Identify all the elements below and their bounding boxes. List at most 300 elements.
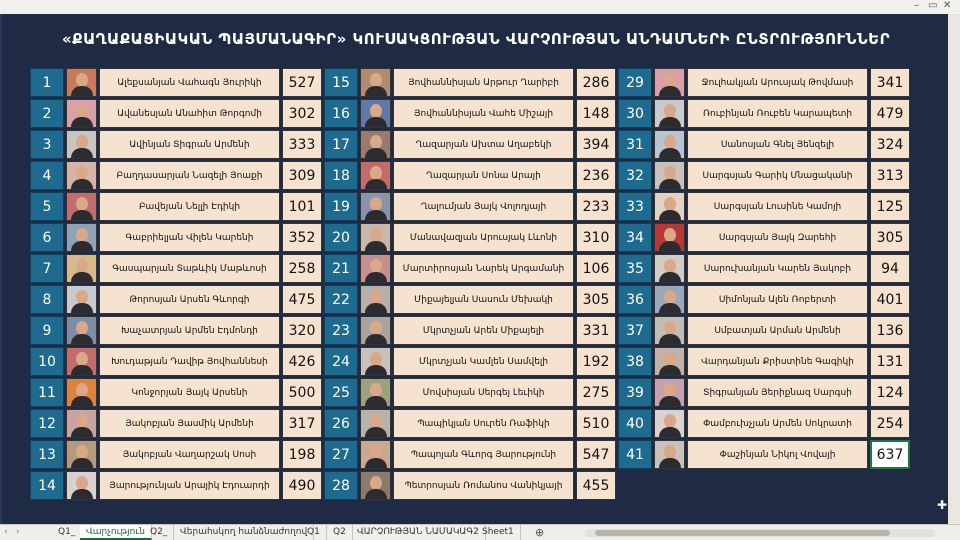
candidate-row (618, 160, 912, 191)
candidate-number-cell[interactable]: 34 (618, 223, 652, 252)
candidate-row (30, 129, 324, 160)
candidate-number-cell[interactable]: 30 (618, 99, 652, 128)
candidate-votes-cell[interactable]: 547 (576, 440, 616, 469)
candidate-photo (654, 192, 685, 221)
candidate-name-cell[interactable]: Սարուխանյան Կարեն Յակոբի (687, 254, 868, 283)
restore-icon[interactable]: ▭ (928, 0, 938, 11)
candidate-votes-cell[interactable]: 331 (576, 316, 616, 345)
add-sheet-icon[interactable]: ⊕ (535, 526, 545, 539)
person-body-icon (659, 117, 681, 128)
candidate-photo (66, 347, 97, 376)
candidate-photo (654, 378, 685, 407)
candidate-number-cell[interactable]: 5 (30, 192, 64, 221)
candidate-photo (360, 471, 391, 500)
candidate-number-cell[interactable]: 37 (618, 316, 652, 345)
candidates-column-1 (30, 67, 324, 501)
candidate-votes-cell[interactable]: 192 (576, 347, 616, 376)
person-body-icon (659, 458, 681, 469)
person-head-icon (664, 259, 676, 273)
candidate-votes-cell[interactable]: 233 (576, 192, 616, 221)
person-body-icon (659, 148, 681, 159)
person-body-icon (365, 458, 387, 469)
vertical-scrollbar[interactable] (948, 14, 960, 524)
person-body-icon (659, 365, 681, 376)
candidate-row (30, 284, 324, 315)
candidate-name-cell[interactable]: Սարգսյան Լուսինե Կամոյի (687, 192, 868, 221)
person-head-icon (370, 476, 382, 490)
candidate-photo (654, 316, 685, 345)
candidate-photo (66, 68, 97, 97)
candidate-number-cell[interactable]: 35 (618, 254, 652, 283)
sheet-tab[interactable]: Q1 (301, 525, 327, 540)
sheet-tab-bar (0, 524, 960, 540)
candidate-row (324, 129, 618, 160)
candidate-name-cell[interactable]: Մովսիսյան Սերգեյ Լեւիկի (393, 378, 574, 407)
candidate-photo (360, 316, 391, 345)
candidate-number-cell[interactable]: 21 (324, 254, 358, 283)
person-body-icon (71, 210, 93, 221)
person-body-icon (71, 365, 93, 376)
candidate-row (618, 439, 912, 470)
person-head-icon (370, 259, 382, 273)
candidate-photo (66, 223, 97, 252)
candidate-name-cell[interactable]: Փաշինյան Նիկոլ Վովայի (687, 440, 868, 469)
sheet-tab[interactable]: Q2_ (144, 525, 174, 540)
candidate-row (618, 67, 912, 98)
candidate-votes-cell[interactable]: 479 (870, 99, 910, 128)
candidates-column-3 (618, 67, 912, 470)
candidate-number-cell[interactable]: 41 (618, 440, 652, 469)
candidate-row (618, 222, 912, 253)
person-body-icon (71, 458, 93, 469)
candidate-photo (654, 440, 685, 469)
candidate-votes-cell[interactable]: 101 (282, 192, 322, 221)
person-head-icon (370, 445, 382, 459)
candidate-votes-cell[interactable]: 401 (870, 285, 910, 314)
person-body-icon (659, 86, 681, 97)
candidate-row (618, 253, 912, 284)
candidate-name-cell[interactable]: Սարգսյան Գարիկ Մնացականի (687, 161, 868, 190)
candidate-number-cell[interactable]: 4 (30, 161, 64, 190)
candidate-votes-cell[interactable]: 324 (870, 130, 910, 159)
candidate-photo (360, 130, 391, 159)
person-head-icon (76, 321, 88, 335)
candidate-photo (360, 99, 391, 128)
candidate-number-cell[interactable]: 31 (618, 130, 652, 159)
candidate-name-cell[interactable]: Կոնջորյան Յայկ Արսենի (99, 378, 280, 407)
person-head-icon (370, 290, 382, 304)
candidate-photo (66, 130, 97, 159)
candidate-name-cell[interactable]: Ալեքսանյան Վահագն Յուրիկի (99, 68, 280, 97)
candidate-name-cell[interactable]: Բավեյան Նելլի Էդիկի (99, 192, 280, 221)
candidate-name-cell[interactable]: Ավանեսյան Անահիտ Թորգոմի (99, 99, 280, 128)
candidate-name-cell[interactable]: Պապիկյան Սուրեն Ռաֆիկի (393, 409, 574, 438)
candidate-name-cell[interactable]: Խուդաթյան Դավիթ Յովհաննեսի (99, 347, 280, 376)
person-body-icon (365, 179, 387, 190)
candidate-votes-cell[interactable]: 305 (870, 223, 910, 252)
person-body-icon (659, 210, 681, 221)
candidate-name-cell[interactable]: Գասպարյան Տաթևիկ Մաթևոսի (99, 254, 280, 283)
candidate-photo (654, 254, 685, 283)
candidate-photo (66, 99, 97, 128)
candidate-number-cell[interactable]: 20 (324, 223, 358, 252)
candidate-name-cell[interactable]: Մկրտչյան Կամլեն Սամվելի (393, 347, 574, 376)
candidate-votes-cell[interactable]: 475 (282, 285, 322, 314)
candidate-row (324, 67, 618, 98)
candidate-name-cell[interactable]: Պետրոսյան Ռոմանոս Վանիկյայի (393, 471, 574, 500)
candidate-number-cell[interactable]: 9 (30, 316, 64, 345)
spreadsheet-canvas[interactable] (0, 14, 948, 524)
candidate-photo (66, 471, 97, 500)
person-body-icon (365, 272, 387, 283)
person-body-icon (365, 427, 387, 438)
candidate-photo (66, 285, 97, 314)
candidate-name-cell[interactable]: Յովհաննիսյան Արթուր Ղարիբի (393, 68, 574, 97)
candidate-name-cell[interactable]: Յակոբյան Յասմիկ Արմենի (99, 409, 280, 438)
candidate-row (324, 222, 618, 253)
candidate-row (324, 346, 618, 377)
candidate-votes-cell[interactable]: 352 (282, 223, 322, 252)
person-body-icon (365, 117, 387, 128)
candidate-votes-cell[interactable]: 254 (870, 409, 910, 438)
candidate-votes-cell[interactable]: 309 (282, 161, 322, 190)
person-head-icon (76, 228, 88, 242)
candidate-votes-cell[interactable]: 198 (282, 440, 322, 469)
candidate-number-cell[interactable]: 18 (324, 161, 358, 190)
person-head-icon (76, 383, 88, 397)
person-body-icon (71, 117, 93, 128)
candidate-votes-cell[interactable]: 527 (282, 68, 322, 97)
candidate-number-cell[interactable]: 39 (618, 378, 652, 407)
candidate-row (30, 315, 324, 346)
candidate-row (324, 160, 618, 191)
candidate-number-cell[interactable]: 25 (324, 378, 358, 407)
candidate-votes-cell[interactable]: 426 (282, 347, 322, 376)
candidate-number-cell[interactable]: 24 (324, 347, 358, 376)
person-body-icon (71, 489, 93, 500)
candidate-number-cell[interactable]: 11 (30, 378, 64, 407)
candidate-row (30, 160, 324, 191)
person-body-icon (659, 303, 681, 314)
person-body-icon (365, 303, 387, 314)
candidate-votes-cell[interactable]: 490 (282, 471, 322, 500)
candidate-votes-cell[interactable]: 124 (870, 378, 910, 407)
candidate-photo (360, 440, 391, 469)
candidate-number-cell[interactable]: 22 (324, 285, 358, 314)
person-head-icon (76, 445, 88, 459)
candidate-name-cell[interactable]: Մարտիրոսյան Նարեկ Արգամանի (393, 254, 574, 283)
candidate-number-cell[interactable]: 16 (324, 99, 358, 128)
person-body-icon (365, 396, 387, 407)
candidate-number-cell[interactable]: 17 (324, 130, 358, 159)
candidate-row (618, 284, 912, 315)
candidate-name-cell[interactable]: Ղազարյան Ախտա Աղաբեկի (393, 130, 574, 159)
candidate-votes-cell[interactable]: 148 (576, 99, 616, 128)
candidate-row (324, 191, 618, 222)
candidate-number-cell[interactable]: 29 (618, 68, 652, 97)
candidate-row (618, 191, 912, 222)
candidate-number-cell[interactable]: 19 (324, 192, 358, 221)
candidate-votes-cell[interactable]: 106 (576, 254, 616, 283)
person-head-icon (664, 135, 676, 149)
person-body-icon (659, 427, 681, 438)
person-head-icon (76, 166, 88, 180)
candidate-row (618, 315, 912, 346)
person-body-icon (659, 272, 681, 283)
person-head-icon (664, 73, 676, 87)
person-body-icon (365, 365, 387, 376)
person-head-icon (664, 228, 676, 242)
selected-votes-cell[interactable]: 637 (870, 440, 910, 469)
candidate-number-cell[interactable]: 36 (618, 285, 652, 314)
candidate-photo (654, 347, 685, 376)
candidate-photo (360, 68, 391, 97)
person-head-icon (370, 166, 382, 180)
candidate-votes-cell[interactable]: 136 (870, 316, 910, 345)
person-head-icon (664, 197, 676, 211)
candidate-number-cell[interactable]: 38 (618, 347, 652, 376)
minimize-icon[interactable]: – (914, 0, 919, 11)
candidate-number-cell[interactable]: 7 (30, 254, 64, 283)
person-head-icon (76, 476, 88, 490)
window-title-bar (0, 0, 960, 14)
candidate-row (324, 408, 618, 439)
candidate-name-cell[interactable]: Գաբրիելյան Վիլեն Կարենի (99, 223, 280, 252)
candidate-name-cell[interactable]: Վարդանյան Քրիստինե Գագիկի (687, 347, 868, 376)
candidate-name-cell[interactable]: Ավինյան Տիգրան Արմենի (99, 130, 280, 159)
candidate-votes-cell[interactable]: 94 (870, 254, 910, 283)
person-body-icon (659, 396, 681, 407)
person-head-icon (664, 445, 676, 459)
candidate-row (30, 222, 324, 253)
candidate-row (30, 377, 324, 408)
candidate-number-cell[interactable]: 33 (618, 192, 652, 221)
candidate-row (30, 346, 324, 377)
candidate-number-cell[interactable]: 13 (30, 440, 64, 469)
candidate-photo (360, 192, 391, 221)
candidate-votes-cell[interactable]: 310 (576, 223, 616, 252)
candidate-row (324, 253, 618, 284)
person-body-icon (365, 489, 387, 500)
candidate-photo (66, 161, 97, 190)
candidate-row (618, 346, 912, 377)
person-body-icon (365, 334, 387, 345)
sheet-tab[interactable]: ՎԱՐՉՈՒԹՅԱՆ ՆԱՄԱԿԱԳ2 (351, 525, 486, 540)
candidate-number-cell[interactable]: 10 (30, 347, 64, 376)
sheet-tab[interactable]: Sheet1 (476, 525, 521, 540)
person-head-icon (76, 352, 88, 366)
candidate-number-cell[interactable]: 27 (324, 440, 358, 469)
candidate-name-cell[interactable]: Տիգրանյան Յերիքնազ Սարգսի (687, 378, 868, 407)
candidate-name-cell[interactable]: Սմբատյան Արման Արմենի (687, 316, 868, 345)
person-head-icon (370, 414, 382, 428)
person-head-icon (76, 197, 88, 211)
candidate-name-cell[interactable]: Խաչատրյան Արմեն Էդմոնդի (99, 316, 280, 345)
person-head-icon (664, 352, 676, 366)
candidate-row (324, 315, 618, 346)
candidate-votes-cell[interactable]: 275 (576, 378, 616, 407)
candidate-name-cell[interactable]: Մկրտչյան Արեն Միքայելի (393, 316, 574, 345)
candidate-number-cell[interactable]: 8 (30, 285, 64, 314)
person-head-icon (370, 228, 382, 242)
person-head-icon (370, 383, 382, 397)
candidate-number-cell[interactable]: 2 (30, 99, 64, 128)
person-head-icon (370, 197, 382, 211)
candidate-name-cell[interactable]: Սիմոնյան Ալեն Ռոբերտի (687, 285, 868, 314)
candidate-row (30, 191, 324, 222)
person-body-icon (659, 334, 681, 345)
candidate-row (324, 470, 618, 501)
candidate-name-cell[interactable]: Սարգսյան Յայկ Զարեհի (687, 223, 868, 252)
candidate-row (618, 98, 912, 129)
candidate-photo (654, 68, 685, 97)
candidate-photo (66, 378, 97, 407)
candidate-row (30, 253, 324, 284)
candidate-name-cell[interactable]: Յակոբյան Վաղարշակ Սոսի (99, 440, 280, 469)
candidate-photo (654, 99, 685, 128)
candidate-row (30, 439, 324, 470)
candidate-photo (66, 192, 97, 221)
candidate-photo (360, 161, 391, 190)
person-head-icon (370, 73, 382, 87)
candidate-votes-cell[interactable]: 500 (282, 378, 322, 407)
candidate-photo (360, 409, 391, 438)
candidate-name-cell[interactable]: Յովհաննիսյան Վահե Միշայի (393, 99, 574, 128)
candidate-name-cell[interactable]: Մանավազյան Արուսյակ Լևոնի (393, 223, 574, 252)
candidate-photo (654, 161, 685, 190)
candidate-votes-cell[interactable]: 313 (870, 161, 910, 190)
candidate-name-cell[interactable]: Ջուլհակյան Արուսյակ Թովմասի (687, 68, 868, 97)
sheet-tab[interactable]: Վերահսկող հանձնաժողով (174, 525, 314, 540)
candidate-number-cell[interactable]: 1 (30, 68, 64, 97)
person-body-icon (659, 179, 681, 190)
candidate-row (30, 408, 324, 439)
tab-scroll-right-icon[interactable]: › (16, 527, 20, 537)
person-head-icon (664, 166, 676, 180)
person-head-icon (76, 259, 88, 273)
horizontal-scrollbar[interactable] (585, 529, 935, 537)
candidate-votes-cell[interactable]: 131 (870, 347, 910, 376)
candidate-row (324, 377, 618, 408)
candidate-row (324, 284, 618, 315)
candidate-name-cell[interactable]: Ղազարյան Սոնա Արայի (393, 161, 574, 190)
candidate-number-cell[interactable]: 12 (30, 409, 64, 438)
candidate-votes-cell[interactable]: 317 (282, 409, 322, 438)
candidate-votes-cell[interactable]: 455 (576, 471, 616, 500)
person-head-icon (76, 104, 88, 118)
candidate-votes-cell[interactable]: 333 (282, 130, 322, 159)
candidate-photo (654, 285, 685, 314)
candidate-photo (66, 409, 97, 438)
sheet-tab[interactable]: Q1_ (52, 525, 82, 540)
person-body-icon (71, 427, 93, 438)
candidate-votes-cell[interactable]: 125 (870, 192, 910, 221)
candidate-name-cell[interactable]: Թորոսյան Արսեն Գևորգի (99, 285, 280, 314)
person-body-icon (71, 241, 93, 252)
person-body-icon (71, 179, 93, 190)
person-head-icon (76, 290, 88, 304)
candidate-photo (360, 285, 391, 314)
scrollbar-thumb[interactable] (595, 530, 890, 536)
candidate-name-cell[interactable]: Փամբուխչյան Արմեն Սոկրատի (687, 409, 868, 438)
crosshair-cursor-icon: ✚ (937, 498, 948, 512)
candidate-name-cell[interactable]: Յարությունյան Արայիկ Էդուարդի (99, 471, 280, 500)
candidate-name-cell[interactable]: Բաղդասարյան Նազելի Յոաքի (99, 161, 280, 190)
candidate-votes-cell[interactable]: 258 (282, 254, 322, 283)
candidate-row (324, 439, 618, 470)
person-head-icon (76, 414, 88, 428)
candidate-votes-cell[interactable]: 510 (576, 409, 616, 438)
candidate-number-cell[interactable]: 3 (30, 130, 64, 159)
person-body-icon (365, 86, 387, 97)
candidate-votes-cell[interactable]: 286 (576, 68, 616, 97)
person-body-icon (365, 148, 387, 159)
person-head-icon (76, 73, 88, 87)
candidate-votes-cell[interactable]: 394 (576, 130, 616, 159)
candidates-column-2 (324, 67, 618, 501)
candidate-number-cell[interactable]: 26 (324, 409, 358, 438)
candidate-photo (360, 223, 391, 252)
sheet-tab[interactable]: Վարչություն (80, 525, 152, 540)
person-body-icon (365, 241, 387, 252)
person-body-icon (659, 241, 681, 252)
candidate-votes-cell[interactable]: 341 (870, 68, 910, 97)
candidate-number-cell[interactable]: 23 (324, 316, 358, 345)
person-body-icon (71, 86, 93, 97)
candidate-number-cell[interactable]: 32 (618, 161, 652, 190)
candidate-photo (654, 223, 685, 252)
person-body-icon (71, 148, 93, 159)
tab-scroll-left-icon[interactable]: ‹ (4, 527, 8, 537)
candidate-number-cell[interactable]: 40 (618, 409, 652, 438)
person-body-icon (365, 210, 387, 221)
candidate-name-cell[interactable]: Ռուբինյան Ռուբեն Կարապետի (687, 99, 868, 128)
person-head-icon (370, 135, 382, 149)
candidate-number-cell[interactable]: 15 (324, 68, 358, 97)
close-icon[interactable]: ✕ (943, 0, 952, 11)
candidate-votes-cell[interactable]: 320 (282, 316, 322, 345)
candidate-photo (66, 254, 97, 283)
person-head-icon (370, 321, 382, 335)
page-title: «ՔԱՂԱՔԱՑԻԱԿԱՆ ՊԱՅՄԱՆԱԳԻՐ» ԿՈՒՍԱԿՑՈՒԹՅԱՆ ՎԱՐՉՈՒԹՅԱՆ ԱՆԴԱՄՆԵՐԻ ԸՆՏՐՈՒԹՅՈՒՆՆԵՐ (61, 30, 891, 48)
candidate-photo (360, 378, 391, 407)
candidate-name-cell[interactable]: Պապոյան Գևորգ Յարությունի (393, 440, 574, 469)
candidate-number-cell[interactable]: 28 (324, 471, 358, 500)
candidate-name-cell[interactable]: Միքայելյան Սասուն Մեխակի (393, 285, 574, 314)
candidate-row (30, 67, 324, 98)
candidate-photo (66, 316, 97, 345)
person-head-icon (664, 104, 676, 118)
candidate-name-cell[interactable]: Սանոսյան Գնել Յենզելի (687, 130, 868, 159)
candidate-number-cell[interactable]: 14 (30, 471, 64, 500)
person-head-icon (76, 135, 88, 149)
candidate-row (618, 408, 912, 439)
candidate-row (618, 377, 912, 408)
candidate-number-cell[interactable]: 6 (30, 223, 64, 252)
person-body-icon (71, 272, 93, 283)
candidate-name-cell[interactable]: Ղալումյան Յայկ Վոլոդյայի (393, 192, 574, 221)
candidate-photo (360, 347, 391, 376)
candidate-photo (360, 254, 391, 283)
candidate-votes-cell[interactable]: 236 (576, 161, 616, 190)
candidate-votes-cell[interactable]: 305 (576, 285, 616, 314)
candidate-votes-cell[interactable]: 302 (282, 99, 322, 128)
person-head-icon (370, 104, 382, 118)
person-body-icon (71, 334, 93, 345)
sheet-tab[interactable]: Q2 (327, 525, 353, 540)
candidate-row (324, 98, 618, 129)
candidate-row (30, 98, 324, 129)
